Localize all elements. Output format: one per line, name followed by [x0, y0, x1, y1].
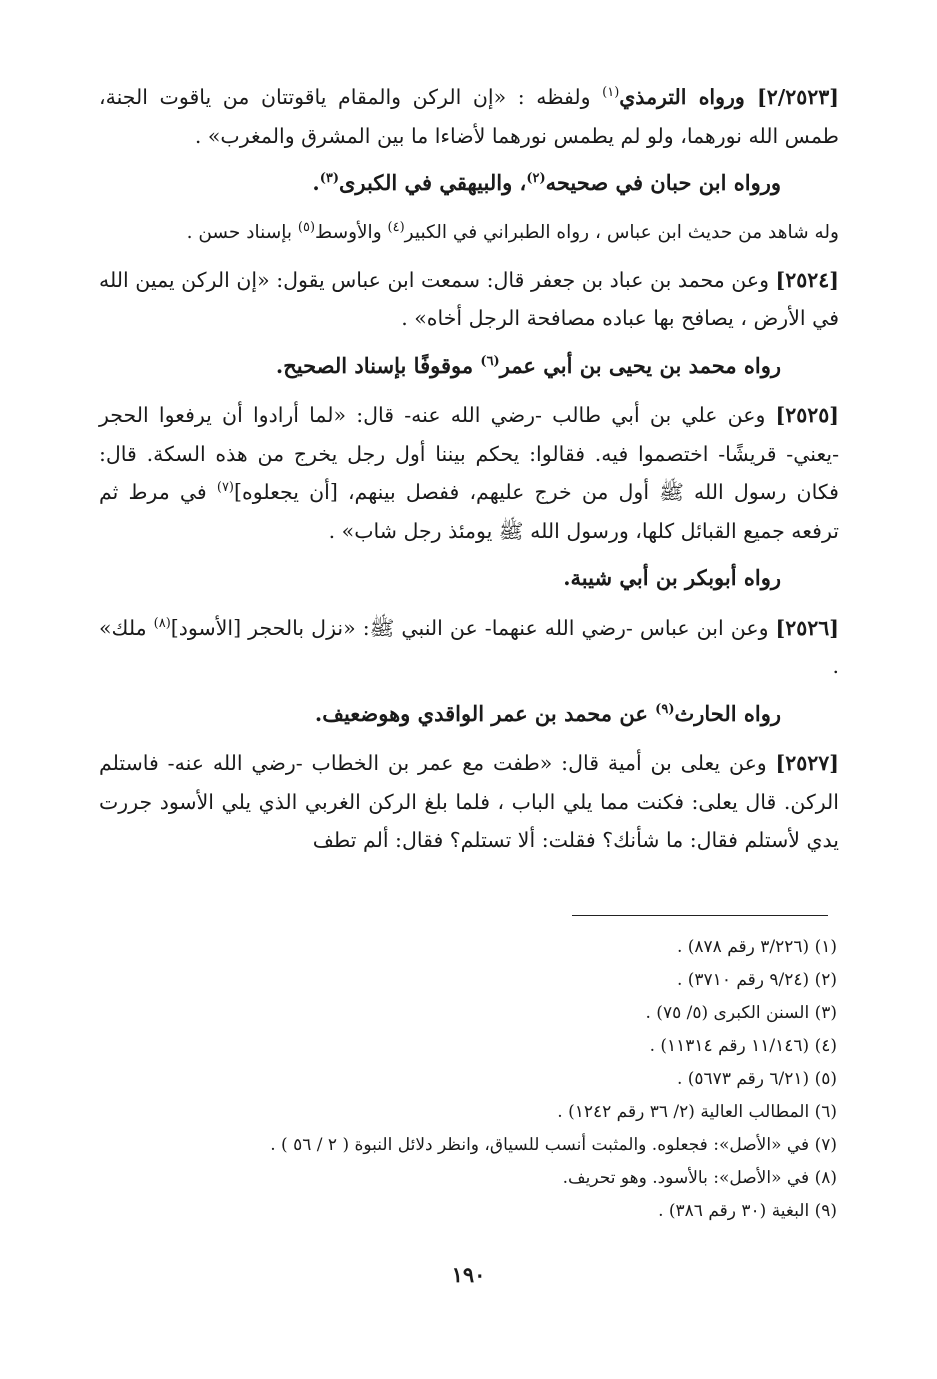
footnote-ref: (٧): [216, 480, 234, 496]
footnote: (٥) (٦/٢١ رقم ٥٦٧٣) .: [676, 1069, 837, 1089]
hadith-text: وعن ابن عباس -رضي الله عنهما- عن النبي ﷺ: «نزل بالحجر [الأسود]: [170, 615, 776, 640]
footnote-ref: (٤): [387, 219, 405, 235]
footnotes: [97, 931, 837, 1228]
footnote: (٦) المطالب العالية (٢/ ٣٦ رقم ١٢٤٢) .: [557, 1102, 837, 1122]
hadith-text: وعن محمد بن عباد بن جعفر قال: سمعت ابن عباس يقول: «إن الركن يمين الله في الأرض ، يصافح بها عباده مصافحة الرجل أخاه» .: [99, 267, 839, 330]
hadith-text: ملك» .: [99, 615, 839, 678]
hadith-2523: [99, 78, 839, 155]
hadith-text: ورواه الترمذي: [619, 85, 758, 109]
footnote: (٧) في «الأصل»: فجعلوه. والمثبت أنسب للسياق، وانظر دلائل النبوة ( ٢ / ٥٦ ) .: [270, 1135, 837, 1155]
footnote-ref: (٣): [319, 171, 339, 186]
footnote-ref: (٨): [153, 615, 171, 631]
hadith-2526: [99, 609, 839, 686]
hadith-2524: [99, 261, 839, 338]
hadith-text: في مرط ثم ترفعه جميع القبائل كلها، ورسول الله ﷺ يومئذ رجل شاب» .: [99, 480, 839, 543]
hadith-number: [٢/٢٥٢٣]: [757, 85, 839, 109]
main-text: [99, 78, 839, 869]
hadith-text: وعن علي بن أبي طالب -رضي الله عنه- قال: «لما أرادوا أن يرفعوا الحجر -يعني- قريشًا- اختصموا فيه. فقالوا: يحكم بيننا أول رجل يخرج من هذه السكة. قال: فكان رسول الله ﷺ أول من خرج عليهم، ففصل بينهم، [أن يجعلوه]: [99, 403, 839, 504]
footnote: (٩) البغية (٣٠ رقم ٣٨٦) .: [658, 1201, 837, 1221]
footnote-ref: (٥): [297, 219, 316, 235]
footnote-ref: (٢): [526, 171, 546, 186]
hadith-number: [٢٥٢٥]: [775, 403, 839, 427]
source-line: رواه الحارث$^{(٩)}$ عن محمد بن عمر الواقدي وهوضعيف.: [314, 700, 781, 726]
footnote-ref: (١): [602, 85, 620, 101]
footnote-ref: (٩): [655, 701, 675, 717]
hadith-text: ولفظه : «إن الركن والمقام ياقوتتان من ياقوت الجنة، طمس الله نورهما، ولو لم يطمس نورهما لأضاءا ما بين المشرق والمغرب» .: [99, 85, 839, 148]
source-line: رواه أبوبكر بن أبي شيبة.: [563, 565, 781, 590]
footnote: (٢) (٩/٢٤ رقم ٣٧١٠) .: [676, 970, 837, 990]
hadith-number: [٢٥٢٦]: [775, 615, 839, 640]
hadith-2527: [99, 744, 839, 860]
hadith-text: وعن يعلى بن أمية قال: «طفت مع عمر بن الخطاب -رضي الله عنه- فاستلم الركن. قال يعلى: فكنت مما يلي الباب ، فلما بلغ الركن الغربي الذي يلي الأسود جررت يدي لأستلم فقال: ما شأنك؟ فقلت: ألا تستلم؟ فقال: ألم تطف: [99, 751, 839, 852]
footnote: (٣) السنن الكبرى (٥/ ٧٥) .: [645, 1003, 837, 1023]
source-line: رواه محمد بن يحيى بن أبي عمر$^{(٦)}$ موقوفًا بإسناد الصحيح.: [275, 352, 781, 378]
footnote-ref: (٦): [480, 353, 500, 369]
hadith-2525: [99, 396, 839, 550]
commentary-line: وله شاهد من حديث ابن عباس ، رواه الطبراني في الكبير$^{(٤)}$ والأوسط$^{(٥)}$ بإسناد حسن .: [186, 219, 839, 243]
hadith-number: [٢٥٢٧]: [775, 751, 839, 775]
footnote: (١) (٣/٢٢٦ رقم ٨٧٨) .: [676, 937, 837, 957]
footnote-separator: [572, 915, 828, 916]
source-line: ورواه ابن حبان في صحيحه$^{(٢)}$، والبيهقي في الكبرى$^{(٣)}$.: [312, 170, 781, 195]
hadith-number: [٢٥٢٤]: [775, 267, 839, 292]
page-number: ١٩٠: [451, 1262, 486, 1287]
footnote: (٤) (١١/١٤٦ رقم ١١٣١٤) .: [649, 1036, 837, 1056]
footnote: (٨) في «الأصل»: بالأسود. وهو تحريف.: [562, 1168, 837, 1188]
